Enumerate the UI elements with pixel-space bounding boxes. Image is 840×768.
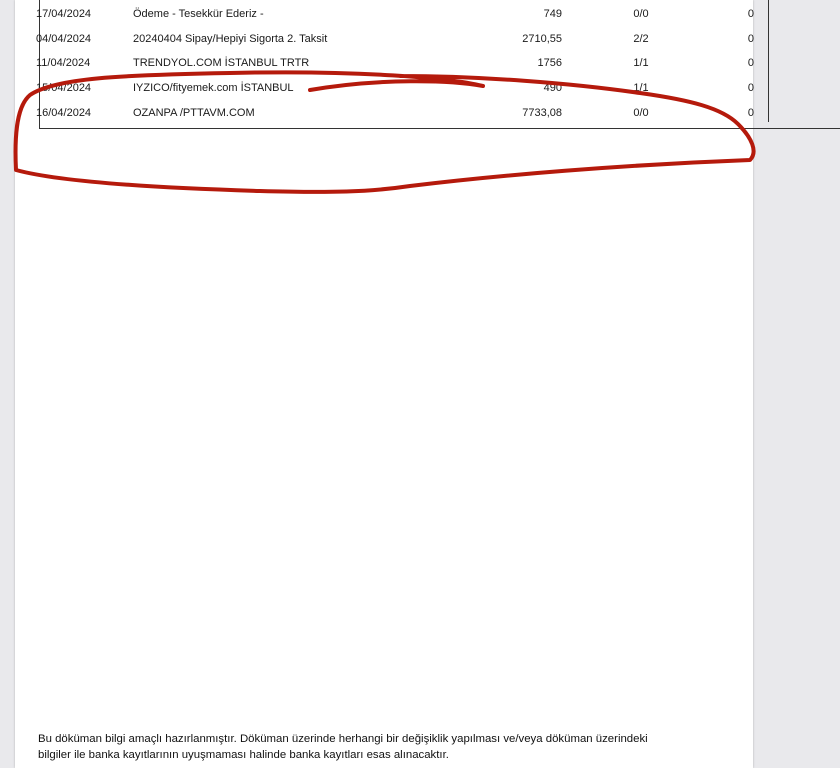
transaction-description: OZANPA /PTTAVM.COM [133, 107, 255, 119]
transactions-table [36, 0, 840, 129]
transaction-last-column: 0 [747, 82, 754, 94]
transaction-description: IYZICO/fityemek.com İSTANBUL [133, 82, 294, 94]
table-row [36, 80, 840, 96]
transaction-date: 11/04/2024 [36, 57, 91, 69]
table-row [36, 105, 840, 121]
transaction-amount: 490 [543, 82, 562, 94]
transaction-last-column: 0 [747, 33, 754, 45]
transaction-amount: 1756 [537, 57, 562, 69]
disclaimer-footer [38, 731, 738, 763]
transaction-date: 15/04/2024 [36, 82, 92, 94]
transaction-installment: 1/1 [633, 82, 649, 94]
table-row [36, 31, 840, 47]
transaction-installment: 2/2 [633, 33, 649, 45]
transaction-description: TRENDYOL.COM İSTANBUL TRTR [133, 57, 310, 69]
transaction-date: 04/04/2024 [36, 33, 92, 45]
transaction-description: Ödeme - Tesekkür Ederiz - [133, 8, 264, 20]
transaction-amount: 749 [543, 8, 562, 20]
table-row [36, 55, 840, 71]
transaction-amount: 2710,55 [522, 33, 562, 45]
disclaimer-line-1: Bu döküman bilgi amaçlı hazırlanmıştır. Döküman üzerinde herhangi bir değişiklik yapılması ve/veya döküman üzerindeki [38, 733, 648, 745]
transaction-last-column: 0 [747, 8, 754, 20]
transaction-last-column: 0 [747, 107, 754, 119]
table-row [36, 6, 840, 22]
transaction-installment: 0/0 [633, 107, 649, 119]
disclaimer-line-2: bilgiler ile banka kayıtlarının uyuşmaması halinde banka kayıtları esas alınacaktır. [38, 749, 449, 761]
transaction-date: 17/04/2024 [36, 8, 92, 20]
transaction-amount: 7733,08 [522, 107, 562, 119]
transaction-date: 16/04/2024 [36, 107, 92, 119]
transaction-installment: 1/1 [633, 57, 649, 69]
transaction-description: 20240404 Sipay/Hepiyi Sigorta 2. Taksit [133, 33, 328, 45]
transaction-installment: 0/0 [633, 8, 649, 20]
document-page [15, 0, 753, 768]
transaction-last-column: 0 [747, 57, 754, 69]
